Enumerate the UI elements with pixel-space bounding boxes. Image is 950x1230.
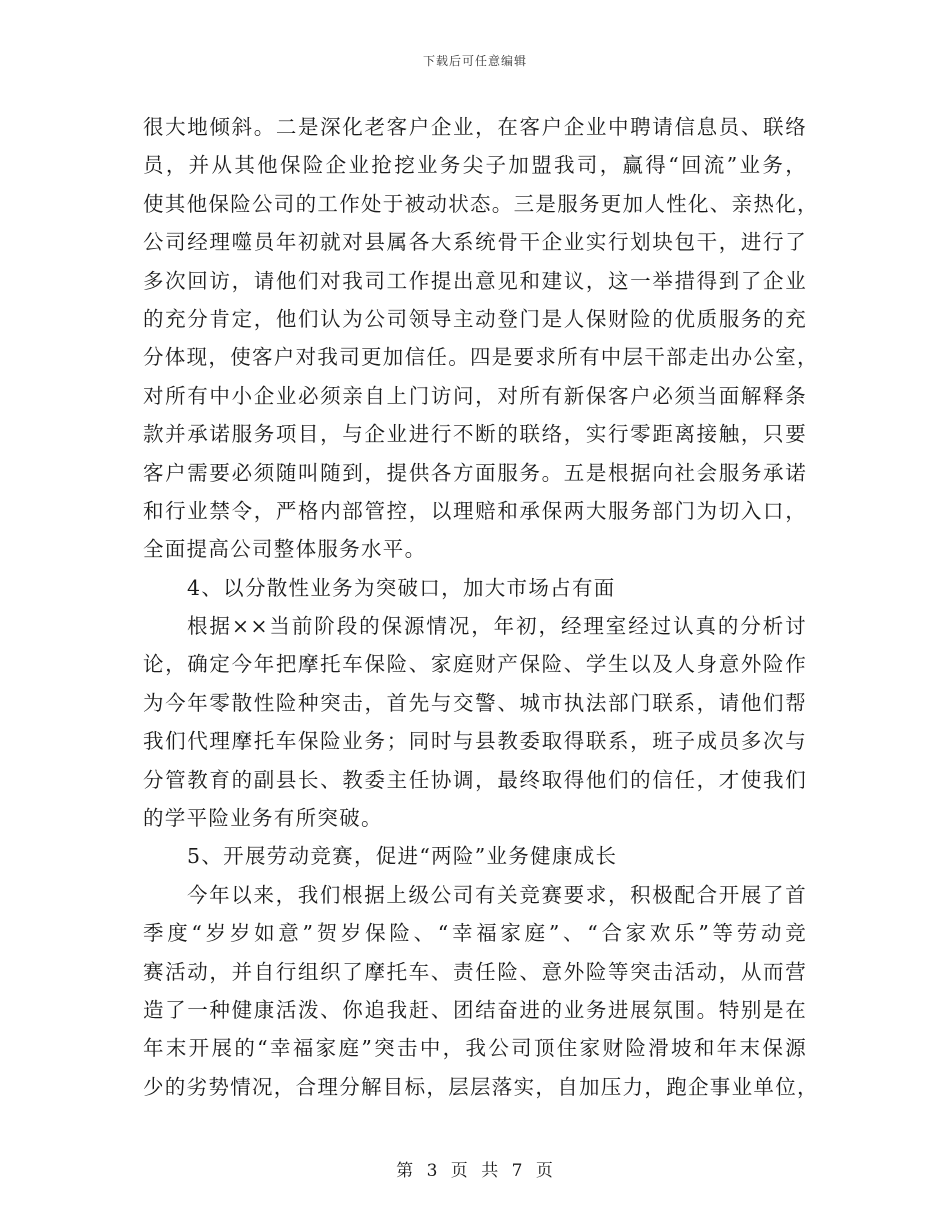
body-line-6: 的充分肯定，他们认为公司领导主动登门是人保财险的优质服务的充 xyxy=(143,306,807,331)
body-line-26: 少的劣势情况，合理分解目标，层层落实，自加压力，跑企事业单位， xyxy=(143,1074,819,1099)
body-line-23: 赛活动，并自行组织了摩托车、责任险、意外险等突击活动，从而营 xyxy=(143,959,807,984)
body-line-17: 我们代理摩托车保险业务；同时与县教委取得联系，班子成员多次与 xyxy=(143,729,807,754)
body-line-19: 的学平险业务有所突破。 xyxy=(143,806,383,831)
body-line-1: 很大地倾斜。二是深化老客户企业，在客户企业中聘请信息员、联络 xyxy=(143,115,807,139)
body-line-9: 款并承诺服务项目，与企业进行不断的联络，实行零距离接触，只要 xyxy=(143,422,807,447)
page-header: 下载后可任意编辑 xyxy=(422,54,527,68)
section-heading-5: 5、开展劳动竞赛，促进“两险”业务健康成长 xyxy=(187,844,618,869)
body-line-8: 对所有中小企业必须亲自上门访问，对所有新保客户必须当面解释条 xyxy=(143,383,807,408)
body-line-5: 多次回访，请他们对我司工作提出意见和建议，这一举措得到了企业 xyxy=(143,268,807,293)
body-line-12: 全面提高公司整体服务水平。 xyxy=(143,537,427,562)
document-body xyxy=(143,108,819,1106)
body-line-21: 今年以来，我们根据上级公司有关竞赛要求，积极配合开展了首 xyxy=(187,882,807,907)
section-heading-4: 4、以分散性业务为突破口，加大市场占有面 xyxy=(187,575,616,600)
body-line-16: 为今年零散性险种突击，首先与交警、城市执法部门联系，请他们帮 xyxy=(143,690,807,715)
footer-total-pages: 7 xyxy=(511,1161,524,1181)
footer-suffix: 页 xyxy=(535,1161,554,1181)
footer-prefix: 第 xyxy=(396,1161,415,1181)
page-footer xyxy=(0,1156,950,1181)
body-line-10: 客户需要必须随叫随到，提供各方面服务。五是根据向社会服务承诺 xyxy=(143,460,807,485)
body-line-7: 分体现，使客户对我司更加信任。四是要求所有中层干部走出办公室， xyxy=(143,345,819,370)
footer-page-word: 页 xyxy=(450,1161,469,1181)
footer-total-word: 共 xyxy=(481,1161,500,1181)
footer-page-number: 3 xyxy=(426,1161,439,1181)
body-line-25: 年末开展的“幸福家庭”突击中，我公司顶住家财险滑坡和年末保源 xyxy=(143,1036,807,1061)
body-line-3: 使其他保险公司的工作处于被动状态。三是服务更加人性化、亲热化， xyxy=(143,191,819,216)
body-line-11: 和行业禁令，严格内部管控，以理赔和承保两大服务部门为切入口， xyxy=(143,498,807,523)
body-line-14: 根据××当前阶段的保源情况，年初，经理室经过认真的分析讨 xyxy=(187,614,807,639)
body-line-2: 员，并从其他保险企业抢挖业务尖子加盟我司，赢得“回流”业务， xyxy=(143,153,807,178)
body-line-24: 造了一种健康活泼、你追我赶、团结奋进的业务进展氛围。特别是在 xyxy=(143,997,807,1022)
body-line-22: 季度“岁岁如意”贺岁保险、“幸福家庭”、“合家欢乐”等劳动竞 xyxy=(143,921,807,946)
body-line-15: 论，确定今年把摩托车保险、家庭财产保险、学生以及人身意外险作 xyxy=(143,652,807,677)
body-line-4: 公司经理噬员年初就对县属各大系统骨干企业实行划块包干，进行了 xyxy=(143,230,807,255)
body-line-18: 分管教育的副县长、教委主任协调，最终取得他们的信任，才使我们 xyxy=(143,767,807,792)
